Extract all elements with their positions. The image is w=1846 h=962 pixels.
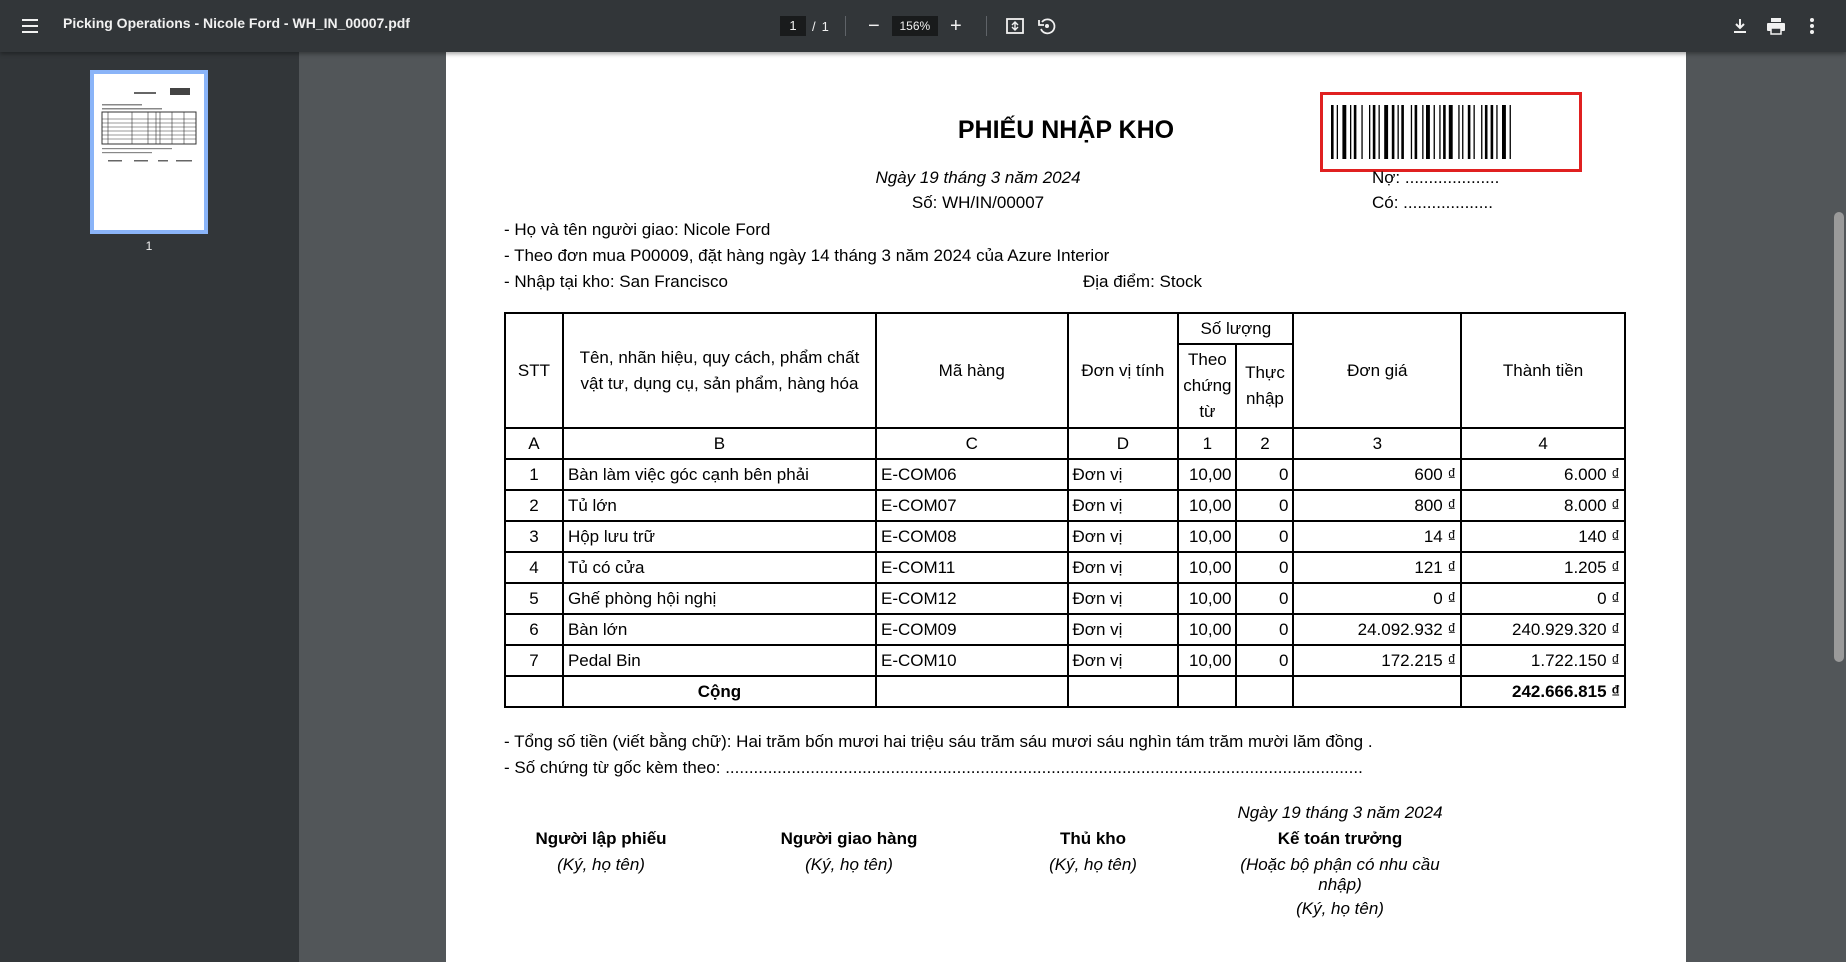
signer-note: (Ký, họ tên) <box>557 855 645 874</box>
code-cell: A <box>505 428 563 459</box>
code-cell: 1 <box>1178 428 1236 459</box>
signer-deliverer <box>752 829 946 875</box>
items-table <box>504 312 1626 708</box>
header-stt: STT <box>505 313 563 428</box>
code-cell: 3 <box>1293 428 1461 459</box>
zoom-out-icon[interactable] <box>860 12 888 40</box>
barcode-bar <box>1496 105 1497 159</box>
barcode-bar <box>1502 105 1506 159</box>
page-title: PHIẾU NHẬP KHO <box>957 116 1175 144</box>
row-stt: 3 <box>505 521 563 552</box>
row-qty-actual: 0 <box>1236 459 1293 490</box>
barcode-bar <box>1373 105 1376 159</box>
table-row <box>505 490 1625 521</box>
barcode-bar <box>1462 105 1463 159</box>
print-icon[interactable] <box>1762 12 1790 40</box>
code-cell: C <box>876 428 1068 459</box>
row-code: E-COM07 <box>876 490 1068 521</box>
row-name: Bàn làm việc góc cạnh bên phải <box>563 459 876 490</box>
row-unit: Đơn vị <box>1068 614 1179 645</box>
row-total: 8.000 ₫ <box>1461 490 1625 521</box>
table-row <box>505 583 1625 614</box>
page-number-input[interactable] <box>780 16 806 36</box>
row-price: 800 ₫ <box>1293 490 1461 521</box>
sum-empty <box>505 676 563 707</box>
signer-note: (Hoặc bộ phận có nhu cầu nhập) <box>1240 855 1440 894</box>
barcode-bar <box>1426 105 1430 159</box>
page-thumbnail[interactable] <box>90 70 208 234</box>
header-quantity: Số lượng <box>1178 313 1293 344</box>
barcode-bar <box>1411 105 1412 159</box>
barcode-bar <box>1443 105 1446 159</box>
row-stt: 5 <box>505 583 563 614</box>
sum-label: Cộng <box>563 676 876 707</box>
header-unit: Đơn vị tính <box>1068 313 1179 428</box>
row-price: 14 ₫ <box>1293 521 1461 552</box>
row-qty-doc: 10,00 <box>1178 583 1236 614</box>
barcode-bar <box>1350 105 1351 159</box>
row-qty-actual: 0 <box>1236 645 1293 676</box>
row-stt: 2 <box>505 490 563 521</box>
row-qty-doc: 10,00 <box>1178 552 1236 583</box>
row-total: 1.205 ₫ <box>1461 552 1625 583</box>
barcode-bar <box>1434 105 1435 159</box>
header-total: Thành tiền <box>1461 313 1625 428</box>
row-unit: Đơn vị <box>1068 490 1179 521</box>
row-total: 6.000 ₫ <box>1461 459 1625 490</box>
header-name: Tên, nhãn hiệu, quy cách, phẩm chất vật tư, dụng cụ, sản phẩm, hàng hóa <box>563 313 876 428</box>
signature-date: Ngày 19 tháng 3 năm 2024 <box>1237 803 1443 822</box>
code-cell: B <box>563 428 876 459</box>
toolbar-divider <box>845 16 846 36</box>
row-stt: 6 <box>505 614 563 645</box>
attached-documents: - Số chứng từ gốc kèm theo: ....................................................................................................................................... <box>504 758 1363 777</box>
row-unit: Đơn vị <box>1068 583 1179 614</box>
barcode-bar <box>1379 105 1380 159</box>
sum-row <box>505 676 1625 707</box>
row-total: 140 ₫ <box>1461 521 1625 552</box>
header-price: Đơn giá <box>1293 313 1461 428</box>
signer-title: Người lập phiếu <box>535 829 667 848</box>
warehouse: - Nhập tại kho: San Francisco <box>504 272 728 291</box>
barcode-bar <box>1392 105 1395 159</box>
credit-field: Có: ................... <box>1372 193 1493 212</box>
row-name: Tủ có cửa <box>563 552 876 583</box>
row-qty-actual: 0 <box>1236 583 1293 614</box>
row-total: 0 ₫ <box>1461 583 1625 614</box>
rotate-icon[interactable] <box>1033 12 1061 40</box>
barcode-bar <box>1337 105 1338 159</box>
table-row <box>505 521 1625 552</box>
thumbnail-page-number: 1 <box>145 239 153 253</box>
zoom-in-icon[interactable] <box>942 12 970 40</box>
row-code: E-COM11 <box>876 552 1068 583</box>
row-stt: 7 <box>505 645 563 676</box>
scrollbar[interactable] <box>1832 52 1846 962</box>
page-controls <box>780 12 1061 40</box>
row-qty-doc: 10,00 <box>1178 521 1236 552</box>
row-name: Ghế phòng hội nghị <box>563 583 876 614</box>
signer-title: Kế toán trưởng <box>1277 829 1403 848</box>
signer-chief-accountant <box>1220 829 1460 919</box>
code-cell: D <box>1068 428 1179 459</box>
barcode-bar <box>1449 105 1453 159</box>
page-total: 1 <box>821 18 829 34</box>
barcode-bar <box>1331 105 1334 159</box>
row-code: E-COM12 <box>876 583 1068 614</box>
row-stt: 4 <box>505 552 563 583</box>
code-cell: 4 <box>1461 428 1625 459</box>
zoom-out-glyph: − <box>868 14 880 37</box>
barcode-bar <box>1485 105 1488 159</box>
table-row <box>505 614 1625 645</box>
barcode-bar <box>1354 105 1357 159</box>
signer-storekeeper <box>996 829 1190 875</box>
signer-note-2: (Ký, họ tên) <box>1296 899 1384 918</box>
code-cell: 2 <box>1236 428 1293 459</box>
sum-empty <box>876 676 1068 707</box>
zoom-input[interactable] <box>892 16 938 36</box>
signer-note: (Ký, họ tên) <box>1049 855 1137 874</box>
signer-title: Người giao hàng <box>780 829 918 848</box>
fit-page-icon[interactable] <box>1001 12 1029 40</box>
row-qty-actual: 0 <box>1236 552 1293 583</box>
row-stt: 1 <box>505 459 563 490</box>
row-code: E-COM10 <box>876 645 1068 676</box>
document-date: Ngày 19 tháng 3 năm 2024 <box>875 168 1081 187</box>
toolbar-actions <box>1726 12 1826 40</box>
document-number: Số: WH/IN/00007 <box>911 193 1045 212</box>
table-row <box>505 645 1625 676</box>
row-price: 121 ₫ <box>1293 552 1461 583</box>
row-unit: Đơn vị <box>1068 521 1179 552</box>
barcode-bar <box>1474 105 1475 159</box>
row-total: 240.929.320 ₫ <box>1461 614 1625 645</box>
row-qty-doc: 10,00 <box>1178 645 1236 676</box>
sum-total: 242.666.815 ₫ <box>1461 676 1625 707</box>
signer-note: (Ký, họ tên) <box>805 855 893 874</box>
sum-empty <box>1178 676 1236 707</box>
row-code: E-COM06 <box>876 459 1068 490</box>
header-qty-actual: Thực nhập <box>1236 344 1293 428</box>
row-unit: Đơn vị <box>1068 459 1179 490</box>
row-unit: Đơn vị <box>1068 645 1179 676</box>
giver-name: - Họ và tên người giao: Nicole Ford <box>504 220 771 239</box>
header-qty-doc: Theo chứng từ <box>1178 344 1236 428</box>
barcode-bar <box>1369 105 1370 159</box>
row-code: E-COM09 <box>876 614 1068 645</box>
row-qty-actual: 0 <box>1236 614 1293 645</box>
barcode-bar <box>1401 105 1404 159</box>
barcode-bar <box>1439 105 1440 159</box>
barcode-bar <box>1361 105 1362 159</box>
barcode-bar <box>1384 105 1388 159</box>
row-qty-doc: 10,00 <box>1178 614 1236 645</box>
row-code: E-COM08 <box>876 521 1068 552</box>
row-qty-actual: 0 <box>1236 521 1293 552</box>
toolbar-divider <box>986 16 987 36</box>
row-price: 24.092.932 ₫ <box>1293 614 1461 645</box>
document-title: Picking Operations - Nicole Ford - WH_IN_00007.pdf <box>63 15 410 31</box>
debit-field: Nợ: .................... <box>1372 168 1500 187</box>
barcode-bar <box>1468 105 1471 159</box>
row-name: Bàn lớn <box>563 614 876 645</box>
row-total: 1.722.150 ₫ <box>1461 645 1625 676</box>
zoom-in-glyph: + <box>950 14 962 37</box>
menu-icon[interactable] <box>18 14 42 38</box>
pdf-page <box>446 52 1686 962</box>
table-row <box>505 459 1625 490</box>
row-price: 0 ₫ <box>1293 583 1461 614</box>
sum-empty <box>1068 676 1179 707</box>
amount-in-words: - Tổng số tiền (viết bằng chữ): Hai trăm bốn mươi hai triệu sáu trăm sáu mươi sáu nghìn tám trăm mười lăm đồng . <box>504 732 1373 751</box>
barcode-bar <box>1458 105 1459 159</box>
thumbnail-sidebar <box>0 52 299 962</box>
barcode-image <box>1320 92 1582 172</box>
header-code: Mã hàng <box>876 313 1068 428</box>
row-name: Tủ lớn <box>563 490 876 521</box>
row-qty-doc: 10,00 <box>1178 459 1236 490</box>
barcode-bar <box>1422 105 1423 159</box>
row-qty-doc: 10,00 <box>1178 490 1236 521</box>
row-name: Pedal Bin <box>563 645 876 676</box>
order-reference: - Theo đơn mua P00009, đặt hàng ngày 14 tháng 3 năm 2024 của Azure Interior <box>504 246 1110 265</box>
signer-title: Thủ kho <box>1059 829 1127 848</box>
sum-empty <box>1236 676 1293 707</box>
pdf-toolbar <box>0 0 1846 52</box>
row-price: 600 ₫ <box>1293 459 1461 490</box>
barcode-bar <box>1481 105 1482 159</box>
table-row <box>505 552 1625 583</box>
location: Địa điểm: Stock <box>1083 272 1203 291</box>
barcode-bar <box>1398 105 1399 159</box>
row-qty-actual: 0 <box>1236 490 1293 521</box>
download-icon[interactable] <box>1726 12 1754 40</box>
scrollbar-thumb[interactable] <box>1834 212 1844 662</box>
signer-preparer <box>504 829 698 875</box>
page-separator: / <box>812 18 816 34</box>
barcode-bar <box>1342 105 1346 159</box>
column-code-row <box>505 428 1625 459</box>
barcode-bar <box>1510 105 1511 159</box>
barcode-bar <box>1491 105 1494 159</box>
row-unit: Đơn vị <box>1068 552 1179 583</box>
barcode-bar <box>1415 105 1418 159</box>
row-name: Hộp lưu trữ <box>563 521 876 552</box>
sum-empty <box>1293 676 1461 707</box>
row-price: 172.215 ₫ <box>1293 645 1461 676</box>
more-options-icon[interactable] <box>1798 12 1826 40</box>
